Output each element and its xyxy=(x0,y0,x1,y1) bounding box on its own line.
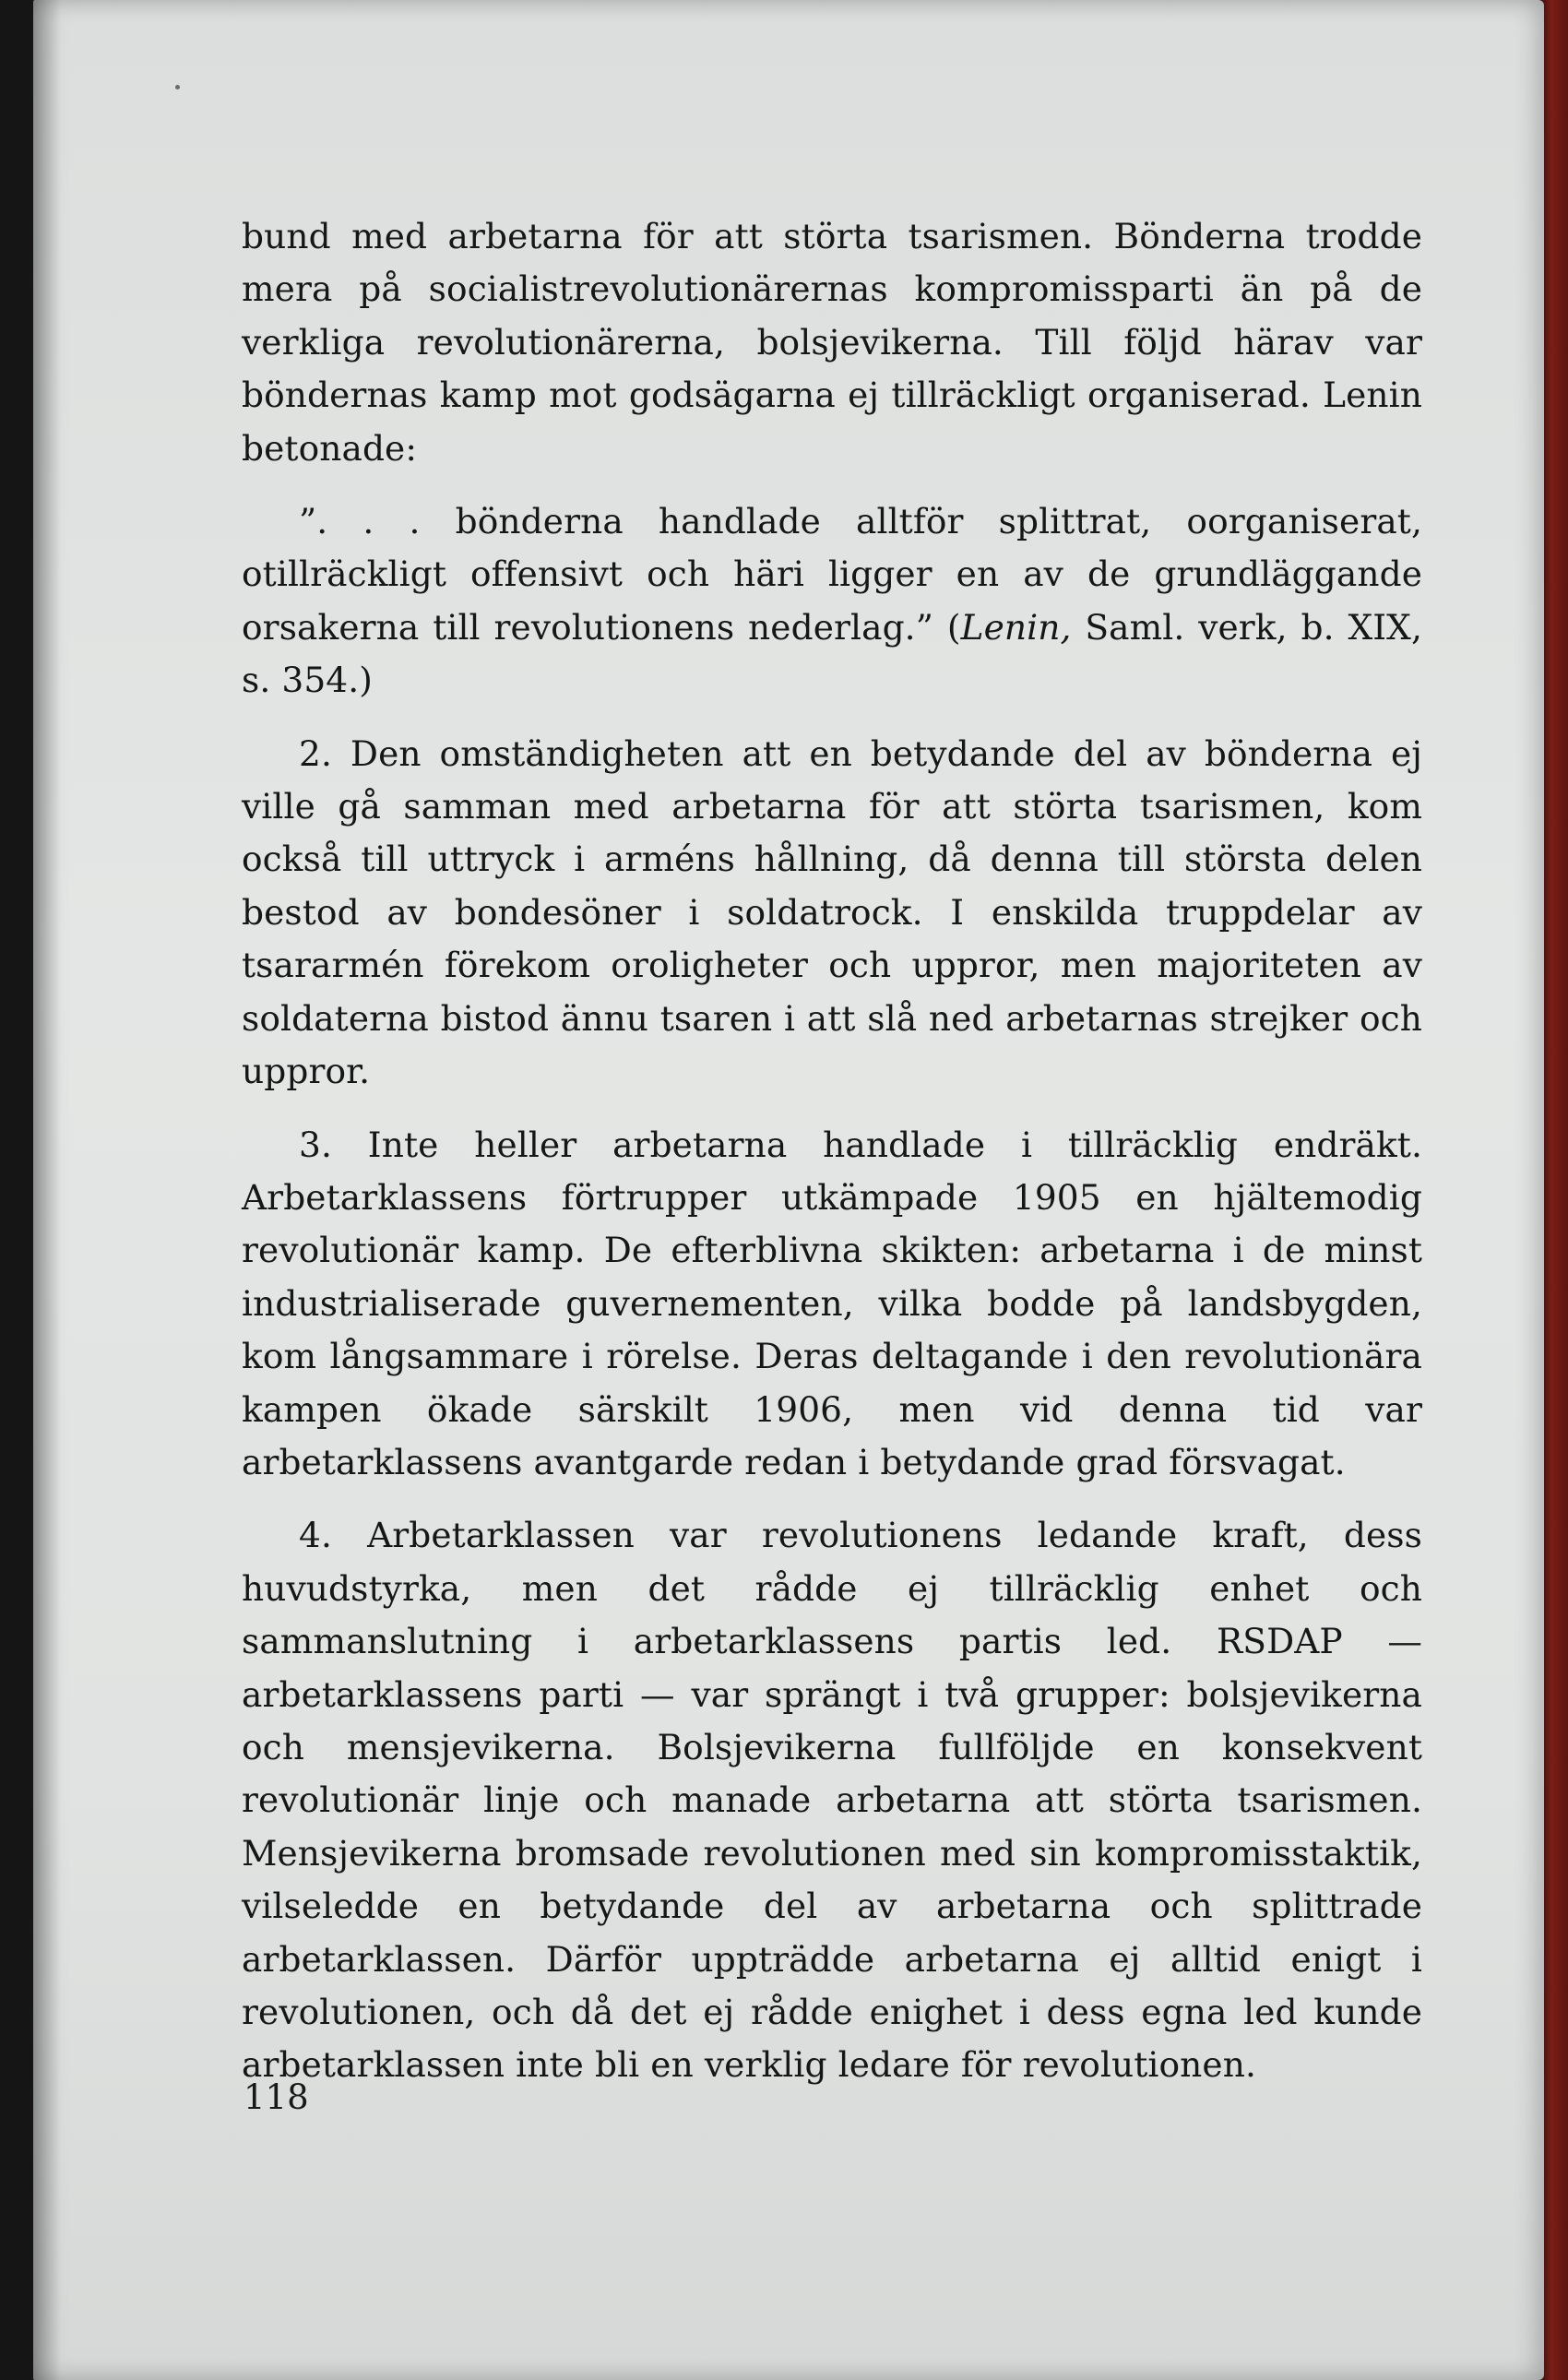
lenin-quote xyxy=(242,495,1422,708)
page-number: 118 xyxy=(244,2077,309,2117)
quote-citation-source: Saml. verk, b. XIX, s. 354.) xyxy=(242,606,1422,701)
quote-text: ”. . . bönderna handlade alltför splittrat, oorganiserat, otillräckligt offensivt och häri ligger en av de grundläggande orsakerna till revolutionens nederlag.” ( xyxy=(242,501,1422,648)
paragraph-intro: bund med arbetarna för att störta tsarismen. Bönderna trodde mera på socialistrevolutionärernas kompromissparti än på de verkliga revolutionärerna, bolsjevikerna. Till följd härav var böndernas kamp mot godsägarna ej tillräckligt organiserad. Lenin betonade: xyxy=(242,216,1422,469)
paper-speck xyxy=(175,85,180,89)
book-cover-edge xyxy=(1540,0,1568,2380)
quote-citation-author: Lenin, xyxy=(960,606,1072,648)
page-gutter-shadow xyxy=(33,0,61,2380)
page-body-text xyxy=(242,210,1422,2092)
paragraph-point-2: 2. Den omständigheten att en betydande del av bönderna ej ville gå samman med arbetarna för att störta tsarismen, kom också till uttryck i arméns hållning, då denna till största delen bestod av bondesöner i soldatrock. I enskilda truppdelar av tsararmén förekom oroligheter och uppror, men majoriteten av soldaterna bistod ännu tsaren i att slå ned arbetarnas strejker och uppror. xyxy=(242,732,1422,1092)
paragraph-point-4: 4. Arbetarklassen var revolutionens ledande kraft, dess huvudstyrka, men det rådde ej tillräcklig enhet och sammanslutning i arbetarklassens partis led. RSDAP — arbetarklassens parti — var sprängt i två grupper: bolsjevikerna och mensjevikerna. Bolsjevikerna fullföljde en konsekvent revolutionär linje och manade arbetarna att störta tsarismen. Mensjevikerna bromsade revolutionen med sin kompromisstaktik, vilseledde en betydande del av arbetarna och splittrade arbetarklassen. Därför uppträdde arbetarna ej alltid enigt i revolutionen, och då det ej rådde enighet i dess egna led kunde arbetarklassen inte bli en verklig ledare för revolutionen. xyxy=(242,1515,1422,2086)
paragraph-point-3: 3. Inte heller arbetarna handlade i tillräcklig endräkt. Arbetarklassens förtrupper utkämpade 1905 en hjältemodig revolutionär kamp. De efterblivna skikten: arbetarna i de minst industrialiserade guvernementen, vilka bodde på landsbygden, kom långsammare i rörelse. Deras deltagande i den revolutionära kampen ökade särskilt 1906, men vid denna tid var arbetarklassens avantgarde redan i betydande grad försvagat. xyxy=(242,1124,1422,1482)
